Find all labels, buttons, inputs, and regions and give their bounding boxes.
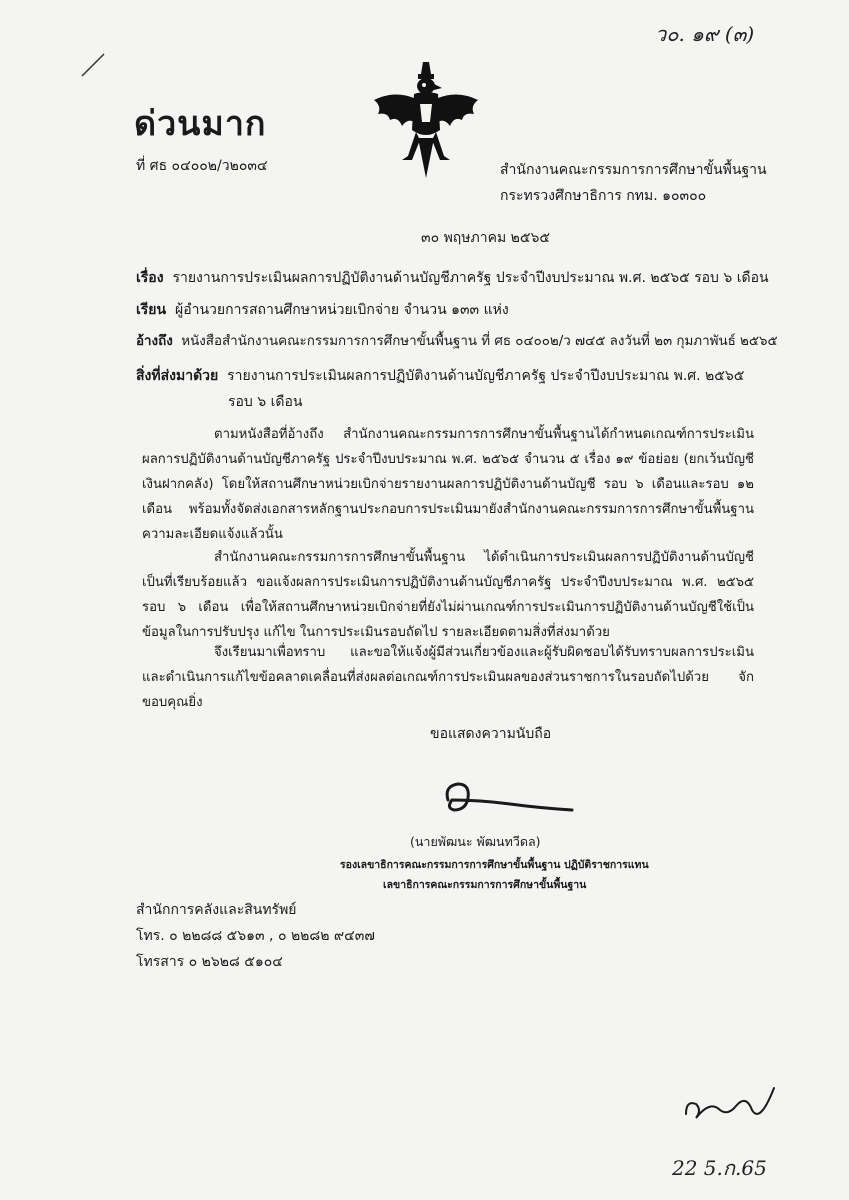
garuda-emblem-icon <box>368 60 484 182</box>
enclosure-line-2: รอบ ๖ เดือน <box>228 394 303 410</box>
signatory-title-1: รองเลขาธิการคณะกรรมการการศึกษาขั้นพื้นฐาน ปฏิบัติราชการแทน <box>340 859 649 871</box>
pen-mark-icon <box>80 50 110 80</box>
to-text: ผู้อำนวยการสถานศึกษาหน่วยเบิกจ่าย จำนวน ๑๓๓ แห่ง <box>174 302 509 318</box>
handwritten-annotation: ว๐. ๑๙ (๓) <box>655 22 755 46</box>
to-label: เรียน <box>136 302 167 318</box>
sender-line-2: กระทรวงศึกษาธิการ กทม. ๑๐๓๐๐ <box>500 188 707 204</box>
signatory-title-2: เลขาธิการคณะกรรมการการศึกษาขั้นพื้นฐาน <box>383 879 587 891</box>
body-paragraph-3 <box>142 640 754 715</box>
document-number: ที่ ศธ ๐๔๐๐๒/ว๒๐๓๔ <box>136 158 268 174</box>
closing-text: ขอแสดงความนับถือ <box>430 726 552 742</box>
signatory-name: (นายพัฒนะ พัฒนทวีดล) <box>410 834 541 849</box>
enclosure-label: สิ่งที่ส่งมาด้วย <box>136 368 219 384</box>
handwritten-date: 22 5.ก.65 <box>672 1156 767 1180</box>
document-date: ๓๐ พฤษภาคม ๒๕๖๕ <box>421 230 550 246</box>
subject-label: เรื่อง <box>136 270 164 286</box>
sender-line-1: สำนักงานคณะกรรมการการศึกษาขั้นพื้นฐาน <box>500 162 767 178</box>
paragraph-1-text: ตามหนังสือที่อ้างถึง สำนักงานคณะกรรมการการศึกษาขั้นพื้นฐานได้กำหนดเกณฑ์การประเมินผลการปฏิบัติงานด้านบัญชีภาครัฐ ประจำปีงบประมาณ พ.ศ. ๒๕๖๕ จำนวน ๕ เรื่อง ๑๙ ข้อย่อย (ยกเว้นบัญชีเงินฝากคลัง) โดยให้สถานศึกษาหน่วยเบิกจ่ายรายงานผลการปฏิบัติงานด้านบัญชี รอบ ๖ เดือนและรอบ ๑๒ เดือน พร้อมทั้งจัดส่งเอกสารหลักฐานประกอบการประเมินมายังสำนักงานคณะกรรมการการศึกษาขั้นพื้นฐาน ความละเอียดแจ้งแล้วนั้น <box>142 427 754 542</box>
paragraph-2-text: สำนักงานคณะกรรมการการศึกษาขั้นพื้นฐาน ได้ดำเนินการประเมินผลการปฏิบัติงานด้านบัญชีเป็นที่เรียบร้อยแล้ว ขอแจ้งผลการประเมินการปฏิบัติงานด้านบัญชีภาครัฐ ประจำปีงบประมาณ พ.ศ. ๒๕๖๕ รอบ ๖ เดือน เพื่อให้สถานศึกษาหน่วยเบิกจ่ายที่ยังไม่ผ่านเกณฑ์การประเมินการปฏิบัติงานด้านบัญชีใช้เป็นข้อมูลในการปรับปรุง แก้ไข ในการประเมินรอบถัดไป รายละเอียดตามสิ่งที่ส่งมาด้วย <box>142 550 754 640</box>
body-paragraph-1 <box>142 422 754 547</box>
subject-row <box>136 268 769 288</box>
reference-row <box>136 332 778 352</box>
contact-tel: โทร. ๐ ๒๒๘๘ ๕๖๑๓ , ๐ ๒๒๘๒ ๙๔๓๗ <box>136 928 375 944</box>
enclosure-line-1: รายงานการประเมินผลการปฏิบัติงานด้านบัญชีภาครัฐ ประจำปีงบประมาณ พ.ศ. ๒๕๖๕ <box>227 368 745 384</box>
reference-label: อ้างถึง <box>136 334 173 349</box>
body-paragraph-2 <box>142 545 754 645</box>
reference-text: หนังสือสำนักงานคณะกรรมการการศึกษาขั้นพื้นฐาน ที่ ศธ ๐๔๐๐๒/ว ๗๔๕ ลงวันที่ ๒๓ กุมภาพันธ์ ๒๕๖๕ <box>181 334 778 349</box>
paragraph-3-text: จึงเรียนมาเพื่อทราบ และขอให้แจ้งผู้มีส่วนเกี่ยวข้องและผู้รับผิดชอบได้รับทราบผลการประเมิน และดำเนินการแก้ไขข้อคลาดเคลื่อนที่ส่งผลต่อเกณฑ์การประเมินผลของส่วนราชการในรอบถัดไปด้วย จักขอบคุณยิ่ง <box>142 645 754 710</box>
subject-text: รายงานการประเมินผลการปฏิบัติงานด้านบัญชีภาครัฐ ประจำปีงบประมาณ พ.ศ. ๒๕๖๕ รอบ ๖ เดือน <box>172 270 769 286</box>
contact-office: สำนักการคลังและสินทรัพย์ <box>136 902 297 918</box>
urgent-label: ด่วนมาก <box>134 104 267 144</box>
contact-fax: โทรสาร ๐ ๒๖๒๘ ๕๑๐๔ <box>136 954 283 970</box>
enclosure-row <box>136 366 744 386</box>
signature-icon <box>440 770 580 830</box>
initials-icon <box>680 1080 780 1130</box>
to-row <box>136 300 509 320</box>
